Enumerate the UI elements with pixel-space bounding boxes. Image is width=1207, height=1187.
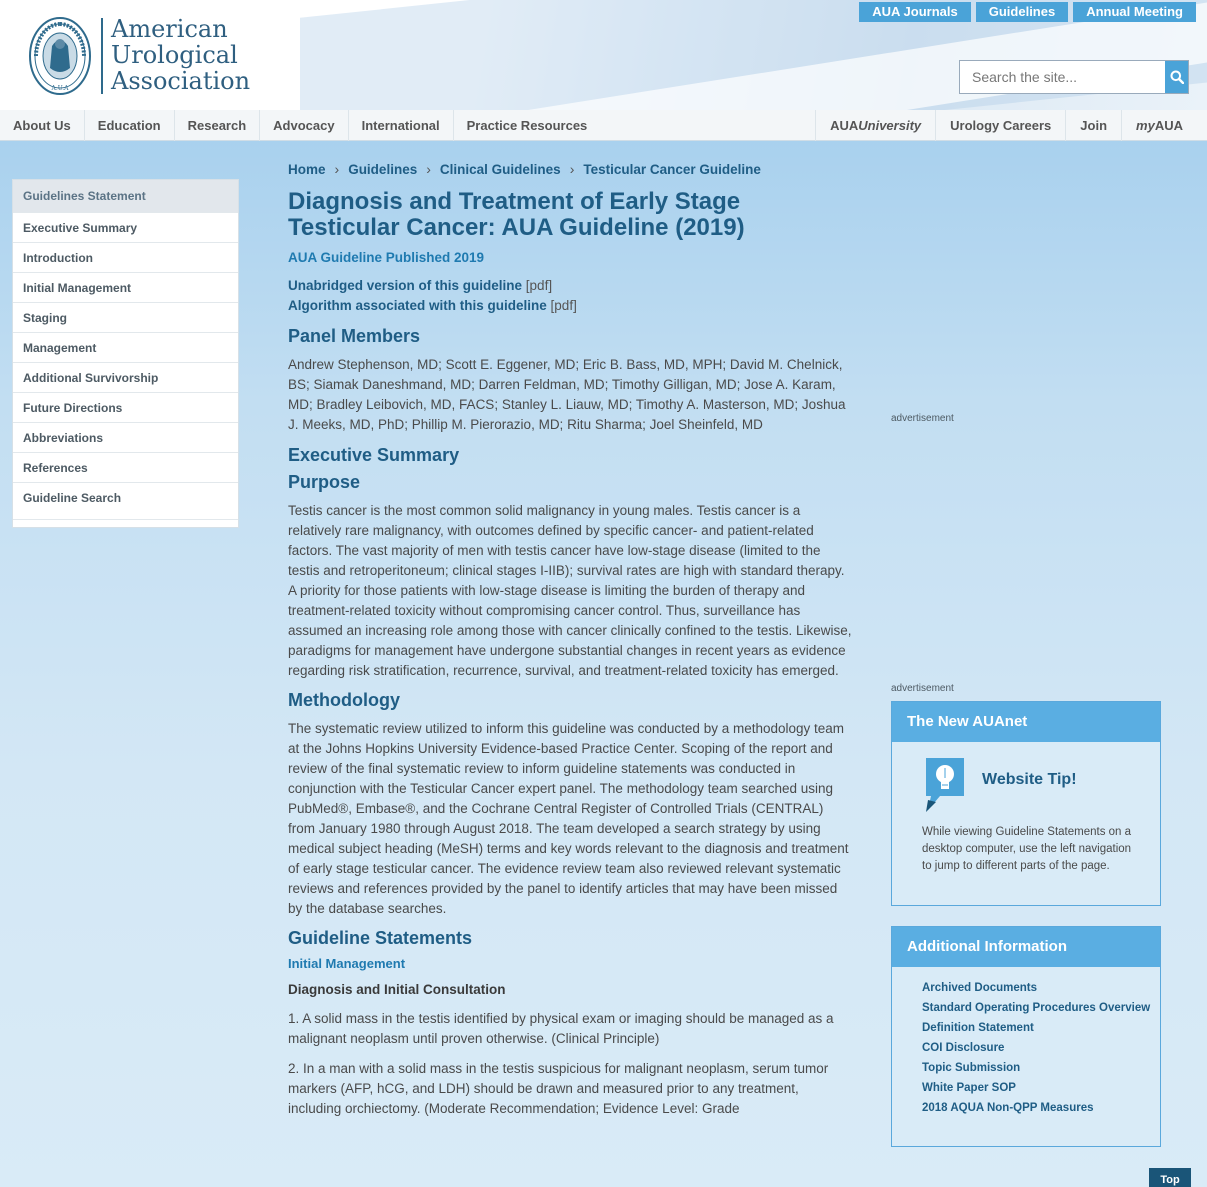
nav-urology-careers[interactable]: Urology Careers xyxy=(935,110,1065,141)
search-input[interactable] xyxy=(960,61,1165,93)
additional-information-list xyxy=(892,967,1160,1117)
white-paper-sop-link[interactable]: White Paper SOP xyxy=(922,1082,1016,1094)
search-button[interactable] xyxy=(1165,61,1188,93)
statement-1: 1. A solid mass in the testis identified by physical exam or imaging should be managed as a malignant neoplasm until proven otherwise. (Clinical Principle) xyxy=(288,1011,834,1046)
auanet-heading: The New AUAnet xyxy=(892,702,1160,742)
sidebar-item-executive-summary[interactable]: Executive Summary xyxy=(13,213,238,243)
pdf-links xyxy=(288,276,854,316)
logo-line-2: Urological xyxy=(111,41,238,69)
logo-line-1: American xyxy=(111,15,228,43)
initial-management-subheading: Initial Management xyxy=(288,956,406,971)
back-to-top-button[interactable]: Top xyxy=(1149,1168,1191,1187)
sop-overview-link[interactable]: Standard Operating Procedures Overview xyxy=(922,1002,1151,1014)
chevron-right-icon: › xyxy=(569,161,575,177)
nav-education[interactable]: Education xyxy=(85,110,175,141)
nav-join[interactable]: Join xyxy=(1065,110,1121,141)
purpose-text: Testis cancer is the most common solid malignancy in young males. Testis cancer is a relatively rare malignancy, with outcomes defined by specific cancer- and patient-related factors. The vast majority of men with testis cancer have low-stage disease (limited to the testis and retroperitoneum; clinical stages I-IIB); survival rates are high with standard therapy. A priority for those patients with low-stage disease is limiting the burden of therapy and treatment-related toxicity without compromising cancer control. Thus, surveillance has assumed an increasing role among those with cancer clinically confined to the testis. Likewise, paradigms for management have undergone substantial changes in recent years as evidence regarding risk stratification, recurrence, survival, and treatment-related toxicity has emerged. xyxy=(288,503,852,678)
sidebar-item-initial-management[interactable]: Initial Management xyxy=(13,273,238,303)
sidebar-item-references[interactable]: References xyxy=(13,453,238,483)
chevron-right-icon: › xyxy=(334,161,340,177)
aua-seal-logo[interactable] xyxy=(28,16,92,96)
unabridged-pdf-link[interactable]: Unabridged version of this guideline xyxy=(288,278,523,293)
statement-2: 2. In a man with a solid mass in the testis suspicious for malignant neoplasm, serum tumor markers (AFP, hCG, and LDH) should be drawn and measured prior to any treatment, including orchiectomy. (Moderate Recommendation; Evidence Level: Grade xyxy=(288,1061,829,1116)
svg-text:A.U.A: A.U.A xyxy=(51,85,69,92)
breadcrumb-testicular-cancer[interactable]: Testicular Cancer Guideline xyxy=(583,161,761,177)
annual-meeting-link[interactable]: Annual Meeting xyxy=(1073,2,1196,22)
website-tip-text: While viewing Guideline Statements on a desktop computer, use the left navigation to jump to different parts of the page. xyxy=(922,826,1132,872)
aua-journals-link[interactable]: AUA Journals xyxy=(859,2,970,22)
site-search xyxy=(959,60,1189,94)
nav-about-us[interactable]: About Us xyxy=(0,110,85,141)
nav-aua-university[interactable]: AUAUniversity xyxy=(815,110,935,141)
sidebar-item-future-directions[interactable]: Future Directions xyxy=(13,393,238,423)
definition-statement-link[interactable]: Definition Statement xyxy=(922,1022,1034,1034)
logo-divider xyxy=(101,18,103,94)
pdf-tag: [pdf] xyxy=(525,278,553,293)
sidebar-item-additional-survivorship[interactable]: Additional Survivorship xyxy=(13,363,238,393)
methodology-heading: Methodology xyxy=(288,690,400,710)
chevron-right-icon: › xyxy=(426,161,431,177)
website-tip-title: Website Tip! xyxy=(982,771,1077,788)
advertisement-label: advertisement xyxy=(891,413,954,424)
site-header xyxy=(0,0,1207,110)
purpose-heading: Purpose xyxy=(288,472,361,492)
methodology-text: The systematic review utilized to inform this guideline was conducted by a methodology team at the Johns Hopkins University Evidence-based Practice Center. Scoping of the report and review of the final systematic review to inform guideline statements was conducted in conjunction with the Testicular Cancer expert panel. The methodology team searched using PubMed®, Embase®, and the Cochrane Central Register of Controlled Trials (CENTRAL) from January 1980 through August 2018. The team developed a search strategy by using medical subject heading (MeSH) terms and key words relevant to the diagnosis and treatment of early stage testicular cancer. The evidence review team also reviewed relevant systematic reviews and references provided by the panel to identify articles that may have been missed by the database searches. xyxy=(288,721,849,916)
pdf-tag: [pdf] xyxy=(550,298,577,313)
logo-wordmark[interactable] xyxy=(111,16,271,94)
nav-myaua[interactable]: myAUA xyxy=(1121,110,1197,141)
additional-information-heading: Additional Information xyxy=(892,927,1160,967)
aqua-measures-link[interactable]: 2018 AQUA Non-QPP Measures xyxy=(922,1102,1094,1114)
search-icon xyxy=(1170,70,1184,84)
page-title: Diagnosis and Treatment of Early Stage Testicular Cancer: AUA Guideline (2019) xyxy=(288,188,745,241)
main-content xyxy=(288,157,854,1119)
breadcrumb-home[interactable]: Home xyxy=(288,161,326,177)
nav-advocacy[interactable]: Advocacy xyxy=(260,110,348,141)
sidebar-item-management[interactable]: Management xyxy=(13,333,238,363)
guideline-sidebar-nav xyxy=(12,179,239,528)
auanet-tip-box xyxy=(891,701,1161,906)
breadcrumb xyxy=(288,157,854,181)
sidebar-item-staging[interactable]: Staging xyxy=(13,303,238,333)
nav-research[interactable]: Research xyxy=(175,110,261,141)
diagnosis-consultation-heading: Diagnosis and Initial Consultation xyxy=(288,982,506,997)
topic-submission-link[interactable]: Topic Submission xyxy=(922,1062,1021,1074)
sidebar-item-guidelines-statement[interactable]: Guidelines Statement xyxy=(13,180,238,213)
coi-disclosure-link[interactable]: COI Disclosure xyxy=(922,1042,1005,1054)
breadcrumb-clinical-guidelines[interactable]: Clinical Guidelines xyxy=(439,161,561,177)
guideline-statements-heading: Guideline Statements xyxy=(288,928,473,948)
executive-summary-heading: Executive Summary xyxy=(288,445,460,465)
breadcrumb-guidelines[interactable]: Guidelines xyxy=(348,161,418,177)
sidebar-item-guideline-search[interactable]: Guideline Search xyxy=(13,483,238,520)
nav-practice-resources[interactable]: Practice Resources xyxy=(466,118,588,133)
archived-documents-link[interactable]: Archived Documents xyxy=(922,982,1038,994)
main-navigation xyxy=(0,110,1207,141)
published-date: AUA Guideline Published 2019 xyxy=(288,250,485,265)
algorithm-pdf-link[interactable]: Algorithm associated with this guideline xyxy=(288,298,547,313)
nav-international[interactable]: International xyxy=(349,110,454,141)
additional-information-box xyxy=(891,926,1161,1147)
logo-line-3: Association xyxy=(111,67,251,95)
sidebar-item-introduction[interactable]: Introduction xyxy=(13,243,238,273)
guidelines-link[interactable]: Guidelines xyxy=(976,2,1068,22)
lightbulb-icon xyxy=(922,754,968,816)
panel-members-list: Andrew Stephenson, MD; Scott E. Eggener, MD; Eric B. Bass, MD, MPH; David M. Chelnick, BS; Siamak Daneshmand, MD; Darren Feldman, MD; Timothy Gilligan, MD; Jose A. Karam, MD; Bradley Leibovich, MD, FACS; Stanley L. Liauw, MD; Timothy A. Masterson, MD; Joshua J. Meeks, MD, PhD; Phillip M. Pierorazio, MD; Ritu Sharma; Joel Sheinfeld, MD xyxy=(288,357,846,432)
sidebar-item-abbreviations[interactable]: Abbreviations xyxy=(13,423,238,453)
utility-links xyxy=(859,2,1196,22)
panel-members-heading: Panel Members xyxy=(288,326,421,346)
advertisement-label: advertisement xyxy=(891,683,954,694)
